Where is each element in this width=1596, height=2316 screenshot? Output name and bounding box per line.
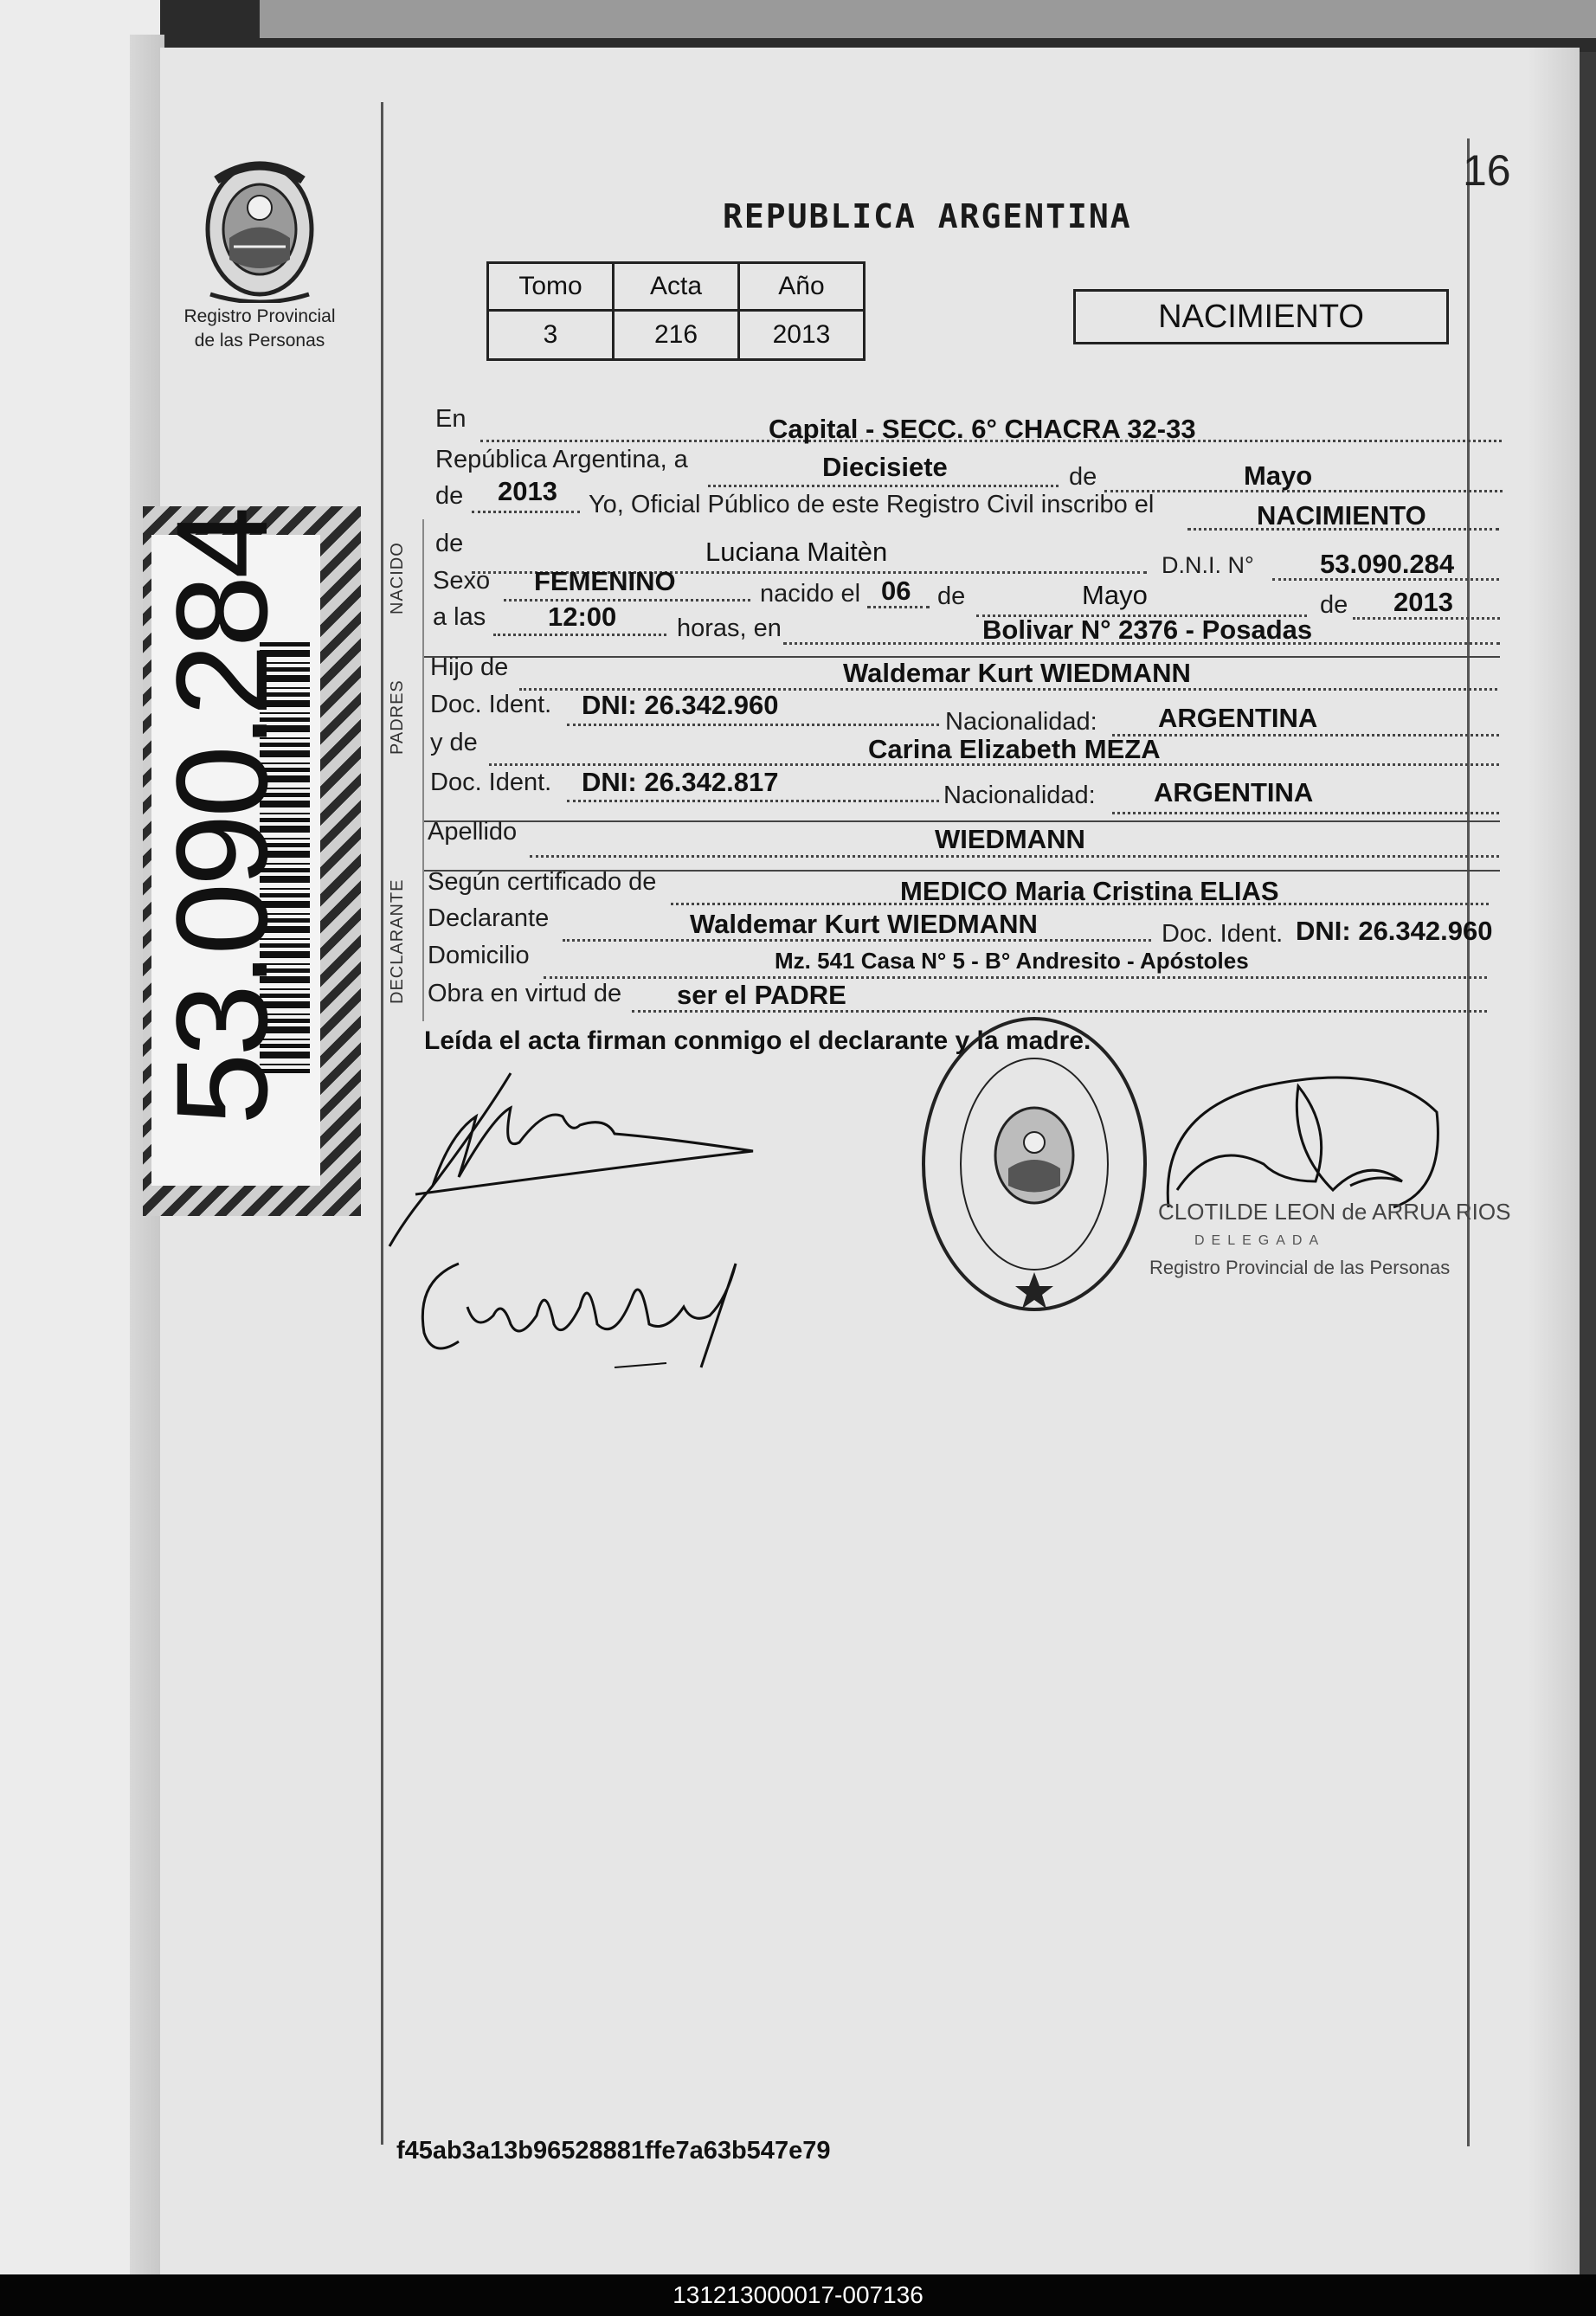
registry-header-acta: Acta <box>614 263 739 311</box>
previous-page-edge <box>260 0 1596 38</box>
dni-label: D.N.I. N° <box>1162 552 1254 578</box>
de-label-3: de <box>937 582 966 610</box>
registry-table <box>486 261 866 361</box>
de-label-4: de <box>1320 591 1348 619</box>
document-hash: f45ab3a13b96528881ffe7a63b547e79 <box>396 2137 831 2165</box>
official-seal-stamp <box>917 1013 1151 1316</box>
declarante-doc-label: Doc. Ident. <box>1162 920 1284 948</box>
barcode-number: 53.090.284 <box>149 510 294 1125</box>
hijo-label: Hijo de <box>430 653 509 681</box>
madre-doc-line <box>567 800 939 802</box>
month-value: Mayo <box>1244 460 1313 491</box>
birth-month-value: Mayo <box>1082 580 1148 610</box>
document-title: REPUBLICA ARGENTINA <box>723 197 1132 235</box>
nombre-value: Luciana Maitèn <box>705 537 888 567</box>
registry-header-ano: Año <box>739 263 865 311</box>
side-label-declarante: DECLARANTE <box>388 878 407 1004</box>
madre-nac-line <box>1112 812 1499 814</box>
day-line <box>708 485 1059 487</box>
official-name: CLOTILDE LEON de ARRUA RIOS <box>1158 1199 1511 1225</box>
registry-header-tomo: Tomo <box>488 263 614 311</box>
madre-nac-value: ARGENTINA <box>1154 777 1314 807</box>
act-type-box: NACIMIENTO <box>1073 289 1449 344</box>
sexo-line <box>504 599 750 602</box>
page-edge-shade <box>1528 48 1580 2279</box>
horas-label: horas, en <box>677 614 782 642</box>
padre-doc-label: Doc. Ident. <box>430 691 552 718</box>
birth-day-value: 06 <box>881 576 911 606</box>
day-words-value: Diecisiete <box>822 452 948 482</box>
padre-doc-value: DNI: 26.342.960 <box>582 690 779 720</box>
declarante-value: Waldemar Kurt WIEDMANN <box>690 909 1038 939</box>
certificado-label: Según certificado de <box>428 868 657 896</box>
page-number: 16 <box>1463 146 1511 195</box>
side-label-padres: PADRES <box>388 679 407 755</box>
province-logo <box>173 156 346 351</box>
closing-statement: Leída el acta firman conmigo el declarante y la madre. <box>424 1026 1091 1055</box>
domicilio-label: Domicilio <box>428 942 530 969</box>
nombre-label: de <box>435 530 464 557</box>
alas-label: a las <box>433 603 486 631</box>
registry-value-ano: 2013 <box>739 311 865 360</box>
certificado-value: MEDICO Maria Cristina ELIAS <box>900 876 1279 906</box>
logo-caption-2: de las Personas <box>194 331 325 351</box>
declarante-label: Declarante <box>428 904 550 932</box>
yde-label: y de <box>430 729 478 756</box>
registry-value-tomo: 3 <box>488 311 614 360</box>
official-office: Registro Provincial de las Personas <box>1149 1257 1451 1278</box>
apellido-line <box>530 855 1499 858</box>
domicilio-value: Mz. 541 Casa N° 5 - B° Andresito - Apóstoles <box>775 948 1249 974</box>
padre-nac-label: Nacionalidad: <box>945 708 1097 736</box>
madre-nac-label: Nacionalidad: <box>943 782 1096 809</box>
oficial-text: Yo, Oficial Público de este Registro Civil inscribo el <box>589 491 1155 518</box>
republica-label: República Argentina, a <box>435 446 688 473</box>
padre-value: Waldemar Kurt WIEDMANN <box>843 658 1191 688</box>
obra-label: Obra en virtud de <box>428 980 622 1007</box>
de-label-1: de <box>1069 463 1097 491</box>
apellido-label: Apellido <box>428 818 518 846</box>
madre-doc-value: DNI: 26.342.817 <box>582 767 779 797</box>
madre-value: Carina Elizabeth MEZA <box>868 734 1161 764</box>
registry-value-acta: 216 <box>614 311 739 360</box>
birth-year-value: 2013 <box>1393 587 1453 617</box>
hora-line <box>493 634 666 636</box>
nacido-label: nacido el <box>760 580 861 608</box>
madre-doc-label: Doc. Ident. <box>430 769 552 796</box>
de-label-2: de <box>435 482 464 510</box>
padre-nac-line <box>1112 734 1499 737</box>
sexo-label: Sexo <box>433 567 491 595</box>
section-rule <box>422 519 424 1021</box>
scan-top-edge <box>0 0 1596 52</box>
domicilio-line <box>544 976 1487 979</box>
declarant-signature <box>381 1065 762 1255</box>
mother-signature <box>407 1246 770 1393</box>
padre-nac-value: ARGENTINA <box>1158 703 1318 733</box>
hora-value: 12:00 <box>548 602 617 632</box>
logo-caption-1: Registro Provincial <box>183 306 336 326</box>
sexo-value: FEMENINO <box>534 566 676 596</box>
obra-value: ser el PADRE <box>677 980 846 1010</box>
padres-divider <box>424 820 1500 822</box>
act-value: NACIMIENTO <box>1257 500 1426 531</box>
official-role: DELEGADA <box>1194 1233 1326 1248</box>
year-line <box>472 511 580 513</box>
side-label-nacido: NACIDO <box>388 542 407 614</box>
dni-value: 53.090.284 <box>1320 549 1455 579</box>
apellido-value: WIEDMANN <box>935 824 1085 854</box>
province-emblem-icon <box>195 156 325 303</box>
declarante-doc-value: DNI: 26.342.960 <box>1296 916 1493 946</box>
padre-doc-line <box>567 724 939 726</box>
en-label: En <box>435 405 467 433</box>
scan-footer-id: 131213000017-007136 <box>0 2274 1596 2316</box>
year-value: 2013 <box>498 476 557 506</box>
lugar-value: Bolivar N° 2376 - Posadas <box>982 614 1313 645</box>
place-value: Capital - SECC. 6° CHACRA 32-33 <box>769 414 1196 444</box>
